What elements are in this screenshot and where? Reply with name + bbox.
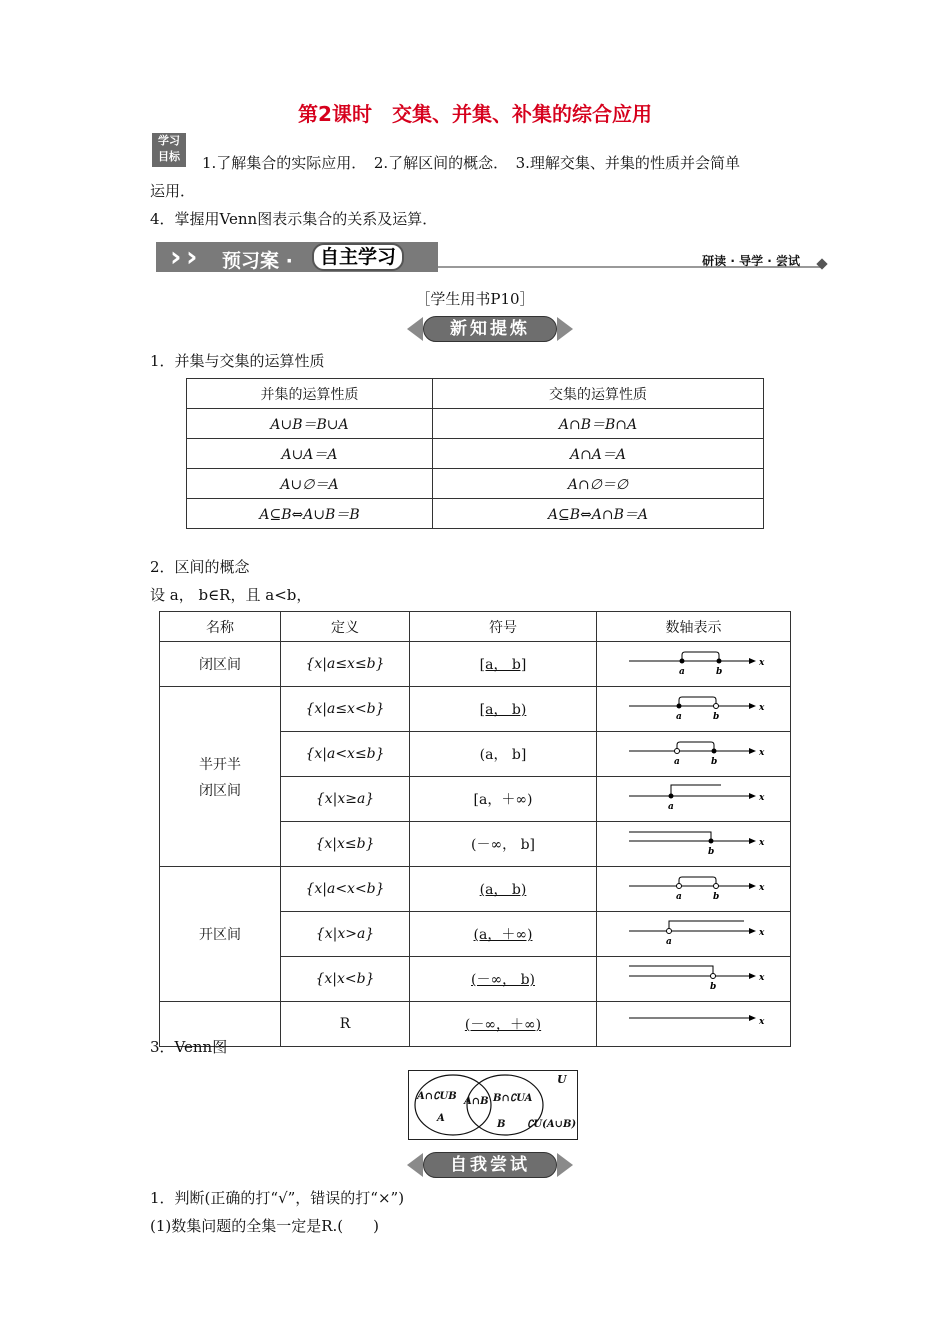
page-title: 第2课时 交集、并集、补集的综合应用 — [298, 102, 652, 126]
venn-b: B — [497, 1119, 506, 1130]
sym-cell: (－∞， b) — [410, 957, 597, 1002]
svg-text:a: a — [678, 667, 685, 677]
venn-left-region: A∩∁UB — [417, 1091, 457, 1102]
q1-heading: 1．判断(正确的打“√”，错误的打“×”) — [150, 1189, 405, 1207]
arrow-right-icon — [557, 1153, 573, 1177]
def-cell: {x|x<b} — [281, 957, 410, 1002]
chevron-right-icon: › — [186, 240, 198, 273]
table-header: 定义 — [281, 612, 410, 642]
section-label: 新知提炼 — [423, 316, 557, 342]
banner-subtitle: 研读 · 导学 · 尝试 — [702, 254, 800, 268]
arrow-left-icon — [407, 1153, 423, 1177]
svg-text:x: x — [758, 703, 764, 713]
axis-cell — [597, 957, 791, 1002]
def-cell: {x|a<x≤b} — [281, 732, 410, 777]
group-half — [160, 687, 281, 867]
union-intersection-table — [186, 378, 764, 529]
interval-table — [159, 611, 791, 1047]
venn-right-region: B∩∁UA — [493, 1093, 533, 1104]
axis-half-left-open — [599, 732, 789, 772]
axis-cell — [597, 822, 791, 867]
badge-line1: 学习 — [158, 134, 180, 147]
venn-u: U — [557, 1073, 567, 1086]
axis-ray-right-open — [599, 912, 789, 952]
axis-cell — [597, 732, 791, 777]
axis-cell — [597, 867, 791, 912]
group-half-line2: 闭区间 — [199, 782, 241, 799]
venn-outside: ∁U(A∪B) — [527, 1119, 577, 1130]
table-cell: A∩∅＝∅ — [433, 469, 764, 499]
table-header: 符号 — [410, 612, 597, 642]
group-closed: 闭区间 — [160, 642, 281, 687]
svg-text:b: b — [707, 847, 714, 857]
def-cell: {x|a≤x≤b} — [281, 642, 410, 687]
goals-line1: 1.了解集合的实际应用． 2.了解区间的概念． 3.理解交集、并集的性质并会简单 — [202, 154, 740, 172]
axis-open — [599, 867, 789, 907]
table-cell: A∪B＝B∪A — [187, 409, 433, 439]
table-header: 名称 — [160, 612, 281, 642]
svg-text:b: b — [712, 712, 719, 722]
axis-half-right-open — [599, 687, 789, 727]
svg-text:b: b — [712, 892, 719, 902]
def-cell: {x|a<x<b} — [281, 867, 410, 912]
section-label: 自我尝试 — [423, 1152, 557, 1178]
axis-cell — [597, 687, 791, 732]
sym-cell: [a， b] — [410, 642, 597, 687]
def-cell: {x|a≤x<b} — [281, 687, 410, 732]
table-header: 数轴表示 — [597, 612, 791, 642]
s3-heading: 3．Venn图 — [150, 1038, 228, 1056]
arrow-left-icon — [407, 317, 423, 341]
goals-line3: 4．掌握用Venn图表示集合的关系及运算． — [150, 210, 438, 228]
svg-text:b: b — [715, 667, 722, 677]
svg-text:a: a — [675, 892, 682, 902]
goals-line2: 运用． — [150, 182, 196, 200]
s2-intro: 设 a， b∈R，且 a<b， — [150, 586, 312, 604]
sym-cell: (－∞， b] — [410, 822, 597, 867]
q1-item1: (1)数集问题的全集一定是R.( ) — [150, 1217, 380, 1235]
badge-line2: 目标 — [158, 150, 180, 163]
svg-text:x: x — [758, 748, 764, 758]
venn-middle-region: A∩B — [464, 1096, 489, 1107]
sym-cell: (－∞，＋∞) — [410, 1002, 597, 1047]
s2-heading: 2．区间的概念 — [150, 558, 250, 576]
group-half-line1: 半开半 — [199, 756, 241, 773]
svg-text:x: x — [758, 973, 764, 983]
def-cell: {x|x≥a} — [281, 777, 410, 822]
axis-real-line — [599, 1002, 789, 1042]
banner-title-boxed: 自主学习 — [312, 243, 404, 271]
sym-cell: (a，＋∞) — [410, 912, 597, 957]
page-reference: ［学生用书P10］ — [415, 290, 535, 308]
chevron-right-icon: › — [170, 240, 182, 273]
sym-cell: (a， b) — [410, 867, 597, 912]
def-cell: {x|x≤b} — [281, 822, 410, 867]
table-cell: A∩B＝B∩A — [433, 409, 764, 439]
svg-text:x: x — [758, 928, 764, 938]
banner-title: 预习案 · — [222, 250, 293, 272]
svg-text:x: x — [758, 1017, 764, 1027]
table-header: 交集的运算性质 — [433, 379, 764, 409]
table-cell: A∪∅＝A — [187, 469, 433, 499]
venn-diagram — [408, 1070, 578, 1140]
svg-text:a: a — [673, 757, 680, 767]
venn-a: A — [437, 1113, 445, 1124]
def-cell: {x|x>a} — [281, 912, 410, 957]
table-cell: A∪A＝A — [187, 439, 433, 469]
svg-text:b: b — [710, 757, 717, 767]
sym-cell: [a，＋∞) — [410, 777, 597, 822]
axis-closed — [599, 642, 789, 682]
table-cell: A⊆B⇔A∪B＝B — [187, 499, 433, 529]
axis-ray-left-open — [599, 957, 789, 997]
svg-text:a: a — [667, 802, 674, 812]
svg-text:x: x — [758, 883, 764, 893]
table-cell: A∩A＝A — [433, 439, 764, 469]
svg-text:x: x — [758, 838, 764, 848]
axis-ray-left-closed — [599, 822, 789, 862]
axis-cell — [597, 1002, 791, 1047]
axis-cell — [597, 777, 791, 822]
s1-heading: 1．并集与交集的运算性质 — [150, 352, 325, 370]
group-open: 开区间 — [160, 867, 281, 1002]
table-cell: A⊆B⇔A∩B＝A — [433, 499, 764, 529]
table-header: 并集的运算性质 — [187, 379, 433, 409]
section-new-knowledge — [405, 314, 575, 344]
axis-cell — [597, 912, 791, 957]
def-cell: R — [281, 1002, 410, 1047]
sym-cell: [a， b) — [410, 687, 597, 732]
svg-text:x: x — [758, 658, 764, 668]
axis-cell — [597, 642, 791, 687]
learning-goals-badge — [152, 133, 186, 167]
preview-banner — [156, 240, 828, 274]
svg-text:a: a — [665, 937, 672, 947]
svg-text:a: a — [675, 712, 682, 722]
section-self-test — [405, 1150, 575, 1180]
svg-text:x: x — [758, 793, 764, 803]
sym-cell: (a， b] — [410, 732, 597, 777]
axis-ray-right-closed — [599, 777, 789, 817]
svg-text:b: b — [709, 982, 716, 992]
arrow-right-icon — [557, 317, 573, 341]
